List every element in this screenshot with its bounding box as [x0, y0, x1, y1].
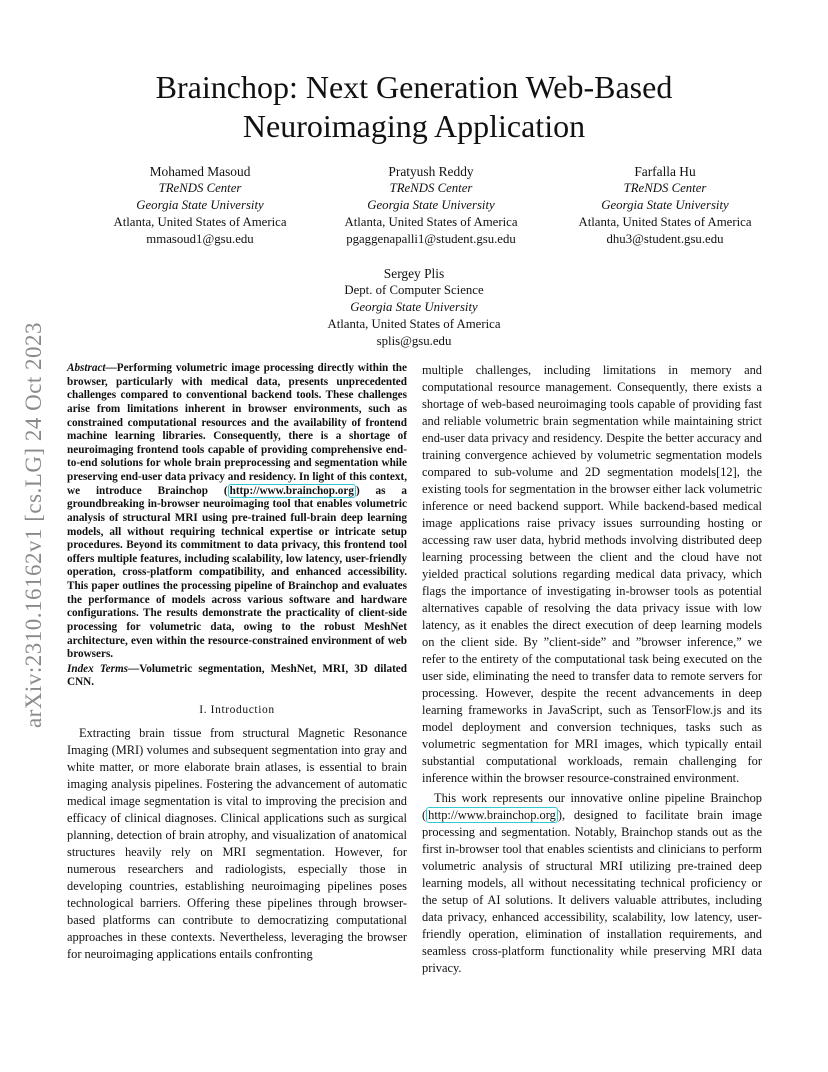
author-block-1	[75, 163, 325, 248]
author-affiliation: TReNDS Center	[158, 181, 242, 195]
author-affiliation: Dept. of Computer Science	[344, 283, 484, 297]
arxiv-id-text: arXiv:2310.16162v1 [cs.LG] 24 Oct 2023	[21, 321, 46, 729]
author-university: Georgia State University	[136, 198, 264, 212]
abstract-text-part-1: —Performing volumetric image processing directly within the browser, particularly with medical data, presents unprecedented challenges compared to conventional backend tools. These challenges arise from limitations inherent in browser environments, such as constrained computational resources and the availability of frontend machine learning libraries. Consequently, there is a shortage of neuroimaging frontend tools capable of providing comprehensive end-to-end solutions for whole brain preprocessing and segmentation while preserving end-user data privacy and residency. In light of this context, we introduce Brainchop (	[67, 362, 407, 497]
author-block-4	[289, 265, 539, 350]
author-location: Atlanta, United States of America	[578, 215, 752, 229]
author-email[interactable]: dhu3@student.gsu.edu	[606, 232, 724, 246]
arxiv-identifier-stamp	[12, 290, 56, 760]
author-email[interactable]: mmasoud1@gsu.edu	[146, 232, 254, 246]
title-line-1: Brainchop: Next Generation Web-Based	[155, 69, 673, 105]
left-column	[67, 362, 407, 963]
intro-paragraph-2	[422, 790, 762, 977]
intro-paragraph-1: Extracting brain tissue from structural Magnetic Resonance Imaging (MRI) volumes and subsequent segmentation into gray and white matter, or more elaborate brain atlases, is essential to brain imaging analysis pipelines. Fostering the advancement of automatic medical image segmentation is vital to improving the precision and efficacy of clinical diagnoses. Clinical applications such as surgical planning, detection of brain atrophy, and visualization of anatomical structures heavily rely on MRI segmentation. However, for numerous researchers and radiologists, especially those in developing countries, establishing neuroimaging pipelines poses technological barriers. Offering these pipelines through browser-based platforms can contribute to democratizing computational approaches in these contexts. Nevertheless, leveraging the browser for neuroimaging applications entails confronting	[67, 726, 407, 961]
section-heading-introduction: I. Introduction	[199, 704, 275, 716]
author-email[interactable]: pgaggenapalli1@student.gsu.edu	[346, 232, 516, 246]
author-location: Atlanta, United States of America	[113, 215, 287, 229]
index-terms-label: Index Terms	[67, 662, 129, 675]
intro-p2-text-part-2: ), designed to facilitate brain image processing and segmentation. Notably, Brainchop stands out as the first in-browser tool that enables scientists and clinicians to perform volumetric analysis of structural MRI utilizing pre-trained deep learning models, all without necessitating technical proficiency or the setup of AI solutions. It delivers valuable attributes, including data privacy, enhanced accessibility, scalability, low latency, user-friendly operation, elimination of installation requirements, and seamless cross-platform functionality while preserving MRI data privacy.	[422, 808, 762, 975]
abstract	[67, 362, 407, 662]
author-name: Sergey Plis	[383, 266, 445, 281]
title-line-2: Neuroimaging Application	[242, 108, 586, 144]
paper-title	[0, 68, 828, 146]
author-affiliation: TReNDS Center	[623, 181, 707, 195]
brainchop-link-2[interactable]: http://www.brainchop.org	[428, 808, 556, 822]
author-block-3	[540, 163, 790, 248]
author-block-2	[306, 163, 556, 248]
author-location: Atlanta, United States of America	[327, 317, 501, 331]
author-university: Georgia State University	[601, 198, 729, 212]
author-name: Farfalla Hu	[634, 164, 696, 179]
author-affiliation: TReNDS Center	[389, 181, 473, 195]
author-name: Pratyush Reddy	[388, 164, 474, 179]
author-university: Georgia State University	[350, 300, 478, 314]
author-location: Atlanta, United States of America	[344, 215, 518, 229]
index-terms-text: —Volumetric segmentation, MeshNet, MRI, 3D dilated CNN.	[67, 662, 407, 689]
author-university: Georgia State University	[367, 198, 495, 212]
abstract-label: Abstract	[67, 362, 106, 374]
index-terms	[67, 663, 407, 690]
abstract-text-part-2: ) as a groundbreaking in-browser neuroimaging tool that enables volumetric analysis of structural MRI using pre-trained full-brain deep learning models, all without requiring technical expertise or intricate setup procedures. Beyond its commitment to data privacy, this frontend tool offers multiple features, including scalability, low latency, user-friendly operation, cross-platform compatibility, and enhanced accessibility. This paper outlines the processing pipeline of Brainchop and evaluates the performance of models across various software and hardware configurations. The results demonstrate the practicality of client-side processing for volumetric data, owing to the robust MeshNet architecture, even within the resource-constrained environment of web browsers.	[67, 484, 407, 661]
author-email[interactable]: splis@gsu.edu	[376, 334, 452, 348]
intro-paragraph-1-continued: multiple challenges, including limitations in memory and computational resource management. Consequently, there exists a shortage of web-based neuroimaging tools capable of providing fast and reliable volumetric brain segmentation while maintaining strict end-user data privacy and residency. Despite the better accuracy and training convergence achieved by volumetric segmentation models compared to sub-volume and 2D segmentation models[12], the existing tools for segmentation in the browser either lack volumetric inference or need backend support. While backend-based medical image applications raise privacy issues surrounding hosting or accessing raw user data, hybrid methods involving distributed deep learning processing between the client and the cloud have not yielded practical solutions regarding medical data privacy, which flags the importance of investigating in-browser tools as potential alternatives capable of resolving the data privacy issue with low latency, as it enables the direct execution of deep learning models on the client side. By ”client-side” and ”browser inference,” we refer to the entirety of the computational task being executed on the user side, eliminating the need to transfer data to remote servers for processing. However, despite the recent advancements in deep learning frameworks in JavaScript, such as TensorFlow.js and its model deployment and conversion techniques, tasks such as volumetric segmentation for MRI images, which typically entail substantial computational workloads, remain challenging for inference within the browser resource-constrained environment.	[422, 363, 762, 785]
intro-p2-text-part-1: This work represents our innovative online pipeline Brainchop (	[422, 791, 762, 822]
brainchop-link[interactable]: http://www.brainchop.org	[229, 484, 354, 497]
author-name: Mohamed Masoud	[149, 164, 251, 179]
right-column	[422, 362, 762, 977]
